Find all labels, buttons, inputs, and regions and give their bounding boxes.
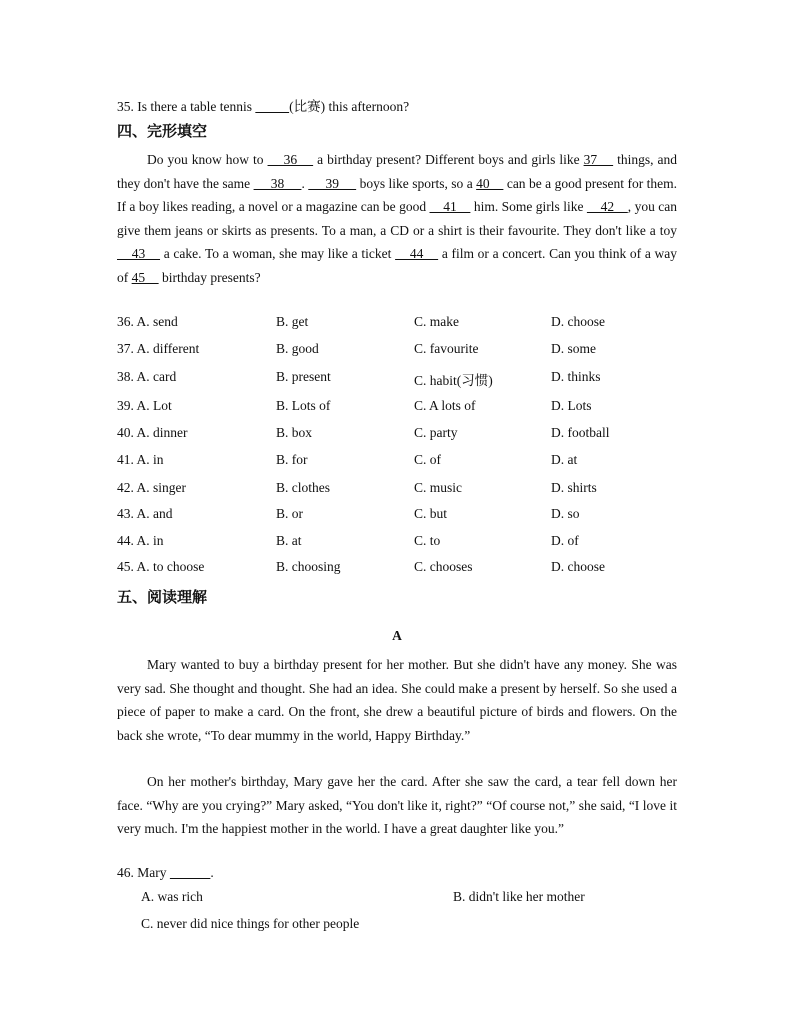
option-b: B. present <box>276 369 331 384</box>
passage-title: A <box>392 628 402 643</box>
option-d: D. so <box>551 506 580 521</box>
blank-41: 41 <box>429 199 471 214</box>
option-a: 36. A. send <box>117 314 178 329</box>
option-c: C. chooses <box>414 559 473 574</box>
blank-43: 43 <box>117 246 161 261</box>
option-b: B. good <box>276 341 319 356</box>
answer-blank <box>170 865 214 880</box>
option-row <box>117 480 677 500</box>
option-c: C. of <box>414 452 441 467</box>
option-b: B. Lots of <box>276 398 331 413</box>
passage-text: things, and they don't have the same <box>117 152 678 191</box>
option-row <box>117 559 677 579</box>
passage-text: , you can give them jeans or skirts as presents. To a man, a CD or a shirt is their favourite. They don't like a toy <box>117 199 678 238</box>
option-b: B. or <box>276 506 303 521</box>
option-a: 44. A. in <box>117 533 164 548</box>
passage-text: a cake. To a woman, she may like a ticket <box>160 246 396 261</box>
blank-39: 39 <box>308 175 357 191</box>
blank-38: 38 <box>253 175 302 191</box>
option-b: B. at <box>276 533 302 548</box>
section-heading-reading: 五、阅读理解 <box>117 588 208 606</box>
option-a: 38. A. card <box>117 369 177 384</box>
option-row <box>117 452 677 472</box>
option-row <box>117 369 677 389</box>
question-46 <box>117 865 214 881</box>
option-a: 41. A. in <box>117 452 164 467</box>
option-d: D. choose <box>551 559 605 574</box>
question-46-option-c: C. never did nice things for other people <box>141 916 360 931</box>
option-c: C. to <box>414 533 441 548</box>
option-b: B. box <box>276 425 313 440</box>
option-d: D. thinks <box>551 369 601 384</box>
passage-text: him. Some girls like <box>470 199 587 214</box>
blank-42: 42 <box>586 199 628 214</box>
reading-paragraph-1: Mary wanted to buy a birthday present for her mother. But she didn't have any money. She was very sad. She thought and thought. She had an idea. She could make a present by herself. So she used a piece of paper to make a card. On the front, she drew a beautiful picture of birds and flowers. On the back she wrote, “To dear mummy in the world, Happy Birthday.” <box>117 657 677 743</box>
blank-44: 44 <box>395 246 439 261</box>
passage-text: birthday presents? <box>158 269 261 285</box>
blank-40: 40 <box>476 175 504 191</box>
option-c: C. favourite <box>414 341 479 356</box>
option-row <box>117 398 677 418</box>
blank-36: 36 <box>267 152 314 167</box>
question-35-suffix: (比赛) this afternoon? <box>289 99 410 114</box>
option-d: D. choose <box>551 314 605 329</box>
option-c: C. A lots of <box>414 398 476 413</box>
question-35-text: 35. Is there a table tennis <box>117 99 256 114</box>
cloze-passage <box>117 148 677 289</box>
option-row <box>117 341 677 361</box>
option-c: C. but <box>414 506 448 521</box>
section-heading-cloze: 四、完形填空 <box>117 122 208 140</box>
option-b: B. clothes <box>276 480 330 495</box>
passage-text: a birthday present? Different boys and girls like <box>313 152 584 167</box>
option-c: C. habit(习惯) <box>414 373 493 388</box>
option-d: D. Lots <box>551 398 592 413</box>
option-d: D. some <box>551 341 596 356</box>
question-46-period: . <box>210 865 214 880</box>
option-a: 39. A. Lot <box>117 398 172 413</box>
question-46-option-a: A. was rich <box>141 889 203 904</box>
option-b: B. for <box>276 452 308 467</box>
passage-text: can be a good present for them. If a boy likes reading, a novel or a magazine can be good <box>117 175 678 214</box>
blank-37: 37 <box>583 152 614 167</box>
option-c: C. party <box>414 425 458 440</box>
option-d: D. football <box>551 425 610 440</box>
option-a: 42. A. singer <box>117 480 186 495</box>
option-b: B. get <box>276 314 309 329</box>
option-row <box>117 533 677 553</box>
option-row <box>117 506 677 526</box>
reading-paragraph-2: On her mother's birthday, Mary gave her the card. After she saw the card, a tear fell down her face. “Why are you crying?” Mary asked, “You don't like it, right?” “Of course not,” she said, “I love it very much. I'm the happiest mother in the world. I have a great daughter like you.” <box>117 774 677 836</box>
option-d: D. shirts <box>551 480 597 495</box>
passage-text: Do you know how to <box>147 152 268 167</box>
option-d: D. of <box>551 533 579 548</box>
option-c: C. make <box>414 314 459 329</box>
question-35 <box>117 95 409 115</box>
passage-text: a film or a concert. Can you think of a way of <box>117 246 678 285</box>
question-46-option-b: B. didn't like her mother <box>453 889 585 904</box>
option-b: B. choosing <box>276 559 341 574</box>
option-row <box>117 425 677 445</box>
blank-45: 45 <box>131 269 159 285</box>
option-c: C. music <box>414 480 463 495</box>
option-a: 37. A. different <box>117 341 200 356</box>
passage-text: boys like sports, so a <box>356 175 477 191</box>
option-row <box>117 314 677 334</box>
option-d: D. at <box>551 452 578 467</box>
option-a: 40. A. dinner <box>117 425 188 440</box>
option-a: 43. A. and <box>117 506 173 521</box>
question-46-stem: 46. Mary <box>117 865 170 880</box>
option-a: 45. A. to choose <box>117 559 205 574</box>
passage-text: . <box>301 175 309 191</box>
answer-blank <box>255 99 289 114</box>
